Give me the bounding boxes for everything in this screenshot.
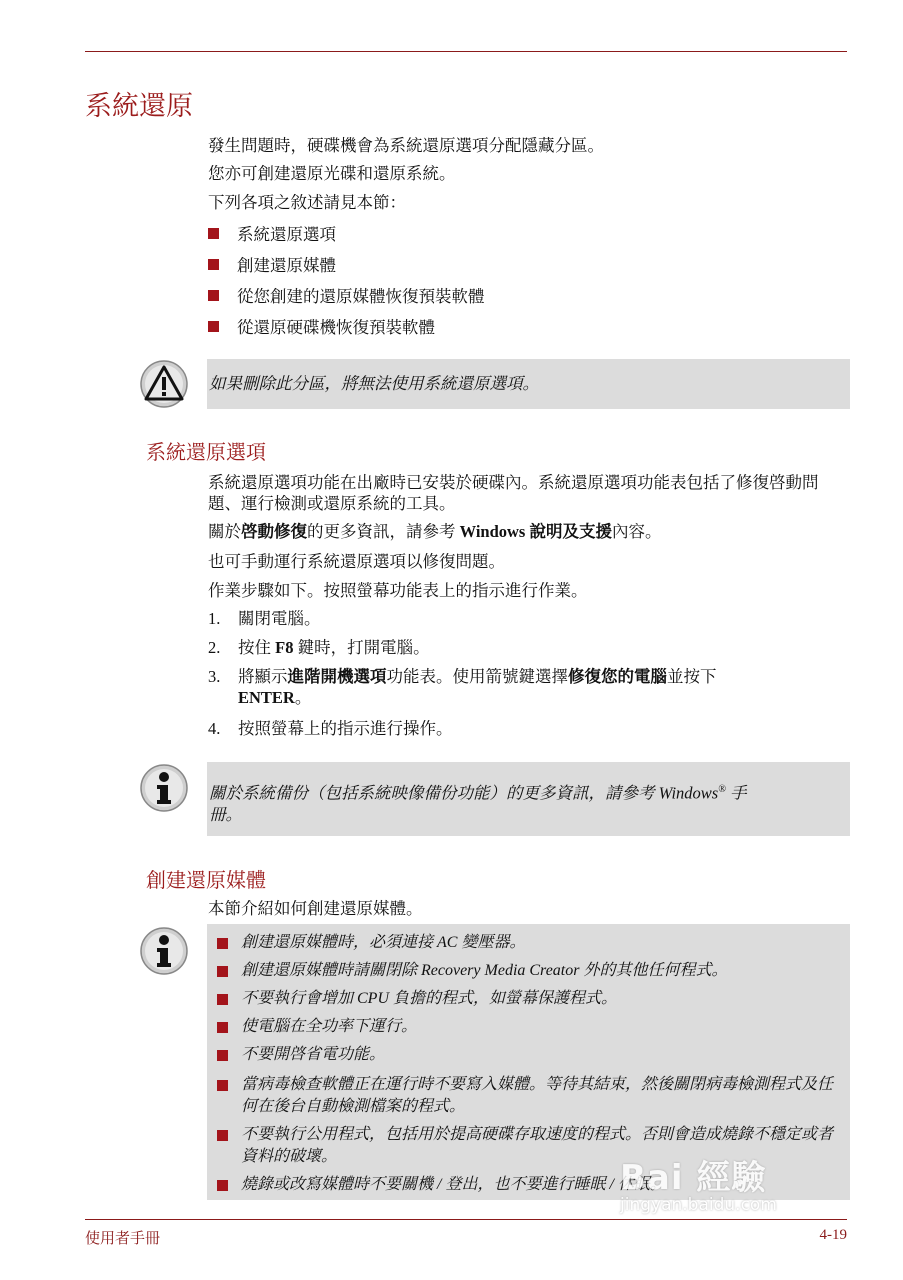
note-item: 使電腦在全功率下運行。 xyxy=(217,1016,837,1038)
baidu-watermark: Bai 經驗 jingyan.baidu.com xyxy=(620,1158,777,1215)
info-note-backup: 關於系統備份（包括系統映像備份功能）的更多資訊，請參考 Windows® 手 冊。 xyxy=(207,762,850,836)
note-item: 創建還原媒體時，必須連接 AC 變壓器。 xyxy=(217,932,837,954)
step-4: 4. 按照螢幕上的指示進行操作。 xyxy=(208,719,453,738)
toc-item[interactable]: 從您創建的還原媒體恢復預裝軟體 xyxy=(208,283,485,307)
section1-paragraph-2: 關於啓動修復的更多資訊，請參考 Windows 說明及支援內容。 xyxy=(208,522,662,541)
intro-line-3: 下列各項之敘述請見本節： xyxy=(208,193,406,212)
bullet-square-icon xyxy=(217,966,228,977)
note-item: 不要執行會增加 CPU 負擔的程式，如螢幕保護程式。 xyxy=(217,988,837,1010)
intro-line-1: 發生問題時，硬碟機會為系統還原選項分配隱藏分區。 xyxy=(208,136,604,155)
bullet-square-icon xyxy=(217,1130,228,1141)
bullet-square-icon xyxy=(208,290,219,301)
warning-note: 如果刪除此分區，將無法使用系統還原選項。 xyxy=(207,359,850,409)
step-2: 2. 按住 F8 鍵時，打開電腦。 xyxy=(208,638,430,657)
page-title: 系統還原 xyxy=(85,91,193,121)
bullet-square-icon xyxy=(208,321,219,332)
step-3: 3. 將顯示進階開機選項功能表。使用箭號鍵選擇修復您的電腦並按下 ENTER。 xyxy=(208,667,717,707)
bullet-square-icon xyxy=(217,938,228,949)
bullet-square-icon xyxy=(217,1180,228,1191)
bullet-square-icon xyxy=(217,1080,228,1091)
note-item: 當病毒檢查軟體正在運行時不要寫入媒體。等待其結束，然後關閉病毒檢測程式及任何在後台自動檢測檔案的程式。 xyxy=(217,1074,837,1118)
bullet-square-icon xyxy=(208,259,219,270)
section1-paragraph-1: 系統還原選項功能在出廠時已安裝於硬碟內。系統還原選項功能表包括了修復啓動問題、運行檢測或還原系統的工具。 xyxy=(208,473,819,513)
intro-line-2: 您亦可創建還原光碟和還原系統。 xyxy=(208,164,456,183)
section-title-restore-options: 系統還原選項 xyxy=(146,442,266,464)
info-icon xyxy=(140,927,188,975)
toc-item[interactable]: 創建還原媒體 xyxy=(208,252,336,276)
toc-item[interactable]: 從還原硬碟機恢復預裝軟體 xyxy=(208,314,435,338)
page-number: 4-19 xyxy=(819,1227,847,1243)
footer-title: 使用者手冊 xyxy=(85,1231,161,1247)
step-1: 1. 關閉電腦。 xyxy=(208,609,321,628)
note-item: 不要開啓省電功能。 xyxy=(217,1044,837,1066)
bullet-square-icon xyxy=(217,1022,228,1033)
info-icon xyxy=(140,764,188,812)
section1-paragraph-3: 也可手動運行系統還原選項以修復問題。 xyxy=(208,552,505,571)
toc-item[interactable]: 系統還原選項 xyxy=(208,221,336,245)
note-item: 不要執行公用程式，包括用於提高硬碟存取速度的程式。否則會造成燒錄不穩定或者資料的破壞。 xyxy=(217,1124,837,1168)
bottom-rule xyxy=(85,1219,847,1220)
bullet-square-icon xyxy=(217,994,228,1005)
bullet-square-icon xyxy=(217,1050,228,1061)
note-item: 創建還原媒體時請關閉除 Recovery Media Creator 外的其他任何程式。 xyxy=(217,960,837,982)
section-title-create-media: 創建還原媒體 xyxy=(146,870,266,892)
bullet-square-icon xyxy=(208,228,219,239)
top-rule xyxy=(85,51,847,52)
warning-icon xyxy=(140,360,188,408)
section1-paragraph-4: 作業步驟如下。按照螢幕功能表上的指示進行作業。 xyxy=(208,581,588,600)
section2-intro: 本節介紹如何創建還原媒體。 xyxy=(208,899,423,918)
note-item: 燒錄或改寫媒體時不要關機 / 登出，也不要進行睡眠 / 休眠。 xyxy=(217,1174,837,1196)
